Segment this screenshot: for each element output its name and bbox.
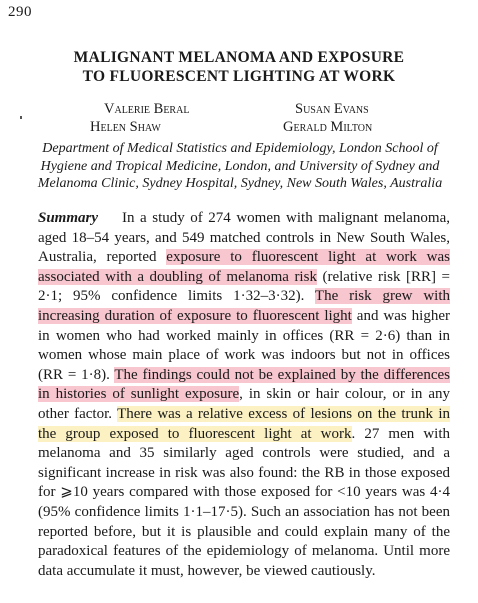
summary-heading: Summary (38, 210, 99, 226)
author-name: Valerie Beral (104, 101, 190, 117)
highlighted-text[interactable]: The risk grew with increasing duration of exposure to fluorescent light (38, 288, 450, 324)
highlighted-text[interactable]: There was a relative excess of lesions on the trunk in the group exposed to fluorescent light at work (38, 405, 450, 442)
highlighted-text[interactable]: exposure to fluorescent light at work was associated with a doubling of melanoma risk (38, 249, 450, 285)
highlighted-text[interactable]: The findings could not be explained by the differences in histories of sunlight exposure (38, 366, 450, 403)
margin-mark (20, 116, 22, 119)
summary-paragraph (38, 209, 450, 581)
page-number: 290 (8, 4, 32, 20)
author-name: Helen Shaw (90, 119, 161, 135)
affiliation: Department of Medical Statistics and Epidemiology, London School of Hygiene and Tropical Medicine, London, and University of Sydney and Melanoma Clinic, Sydney Hospital, Sydney, New South Wales, Australia (37, 141, 443, 191)
article-title (0, 48, 478, 86)
author-name: Gerald Milton (283, 119, 373, 135)
summary-text: and was higher in women who had worked mainly in offices (RR = 2·6) than in women whose main place of work was indoors but not in offices (RR = 1·8). (38, 307, 451, 383)
summary-text: In a study of 274 women with malignant melanoma, aged 18–54 years, and 549 matched controls in New South Wales, Australia, reported (38, 210, 450, 266)
summary-text: , in skin or hair colour, or in any other factor. (38, 386, 451, 422)
title-line-1: MALIGNANT MELANOMA AND EXPOSURE (73, 49, 405, 66)
summary-text: . 27 men with melanoma and 35 similarly aged controls were studied, and a significant increase in risk was also found: the RB in those exposed for ⩾10 years compared with those exposed for <10 years was 4·4 (95% confidence limits 1·1–17·5). Such an association has not been reported before, but it is plausible and could explain many of the paradoxical features of the epidemiology of melanoma. Until more data accumulate it must, however, be viewed cautiously. (38, 425, 451, 579)
summary-text: (relative risk [RR] = 2·1; 95% confidence limits 1·32–3·32). (38, 268, 450, 305)
title-line-2: TO FLUORESCENT LIGHTING AT WORK (82, 68, 396, 85)
author-name: Susan Evans (295, 101, 369, 117)
